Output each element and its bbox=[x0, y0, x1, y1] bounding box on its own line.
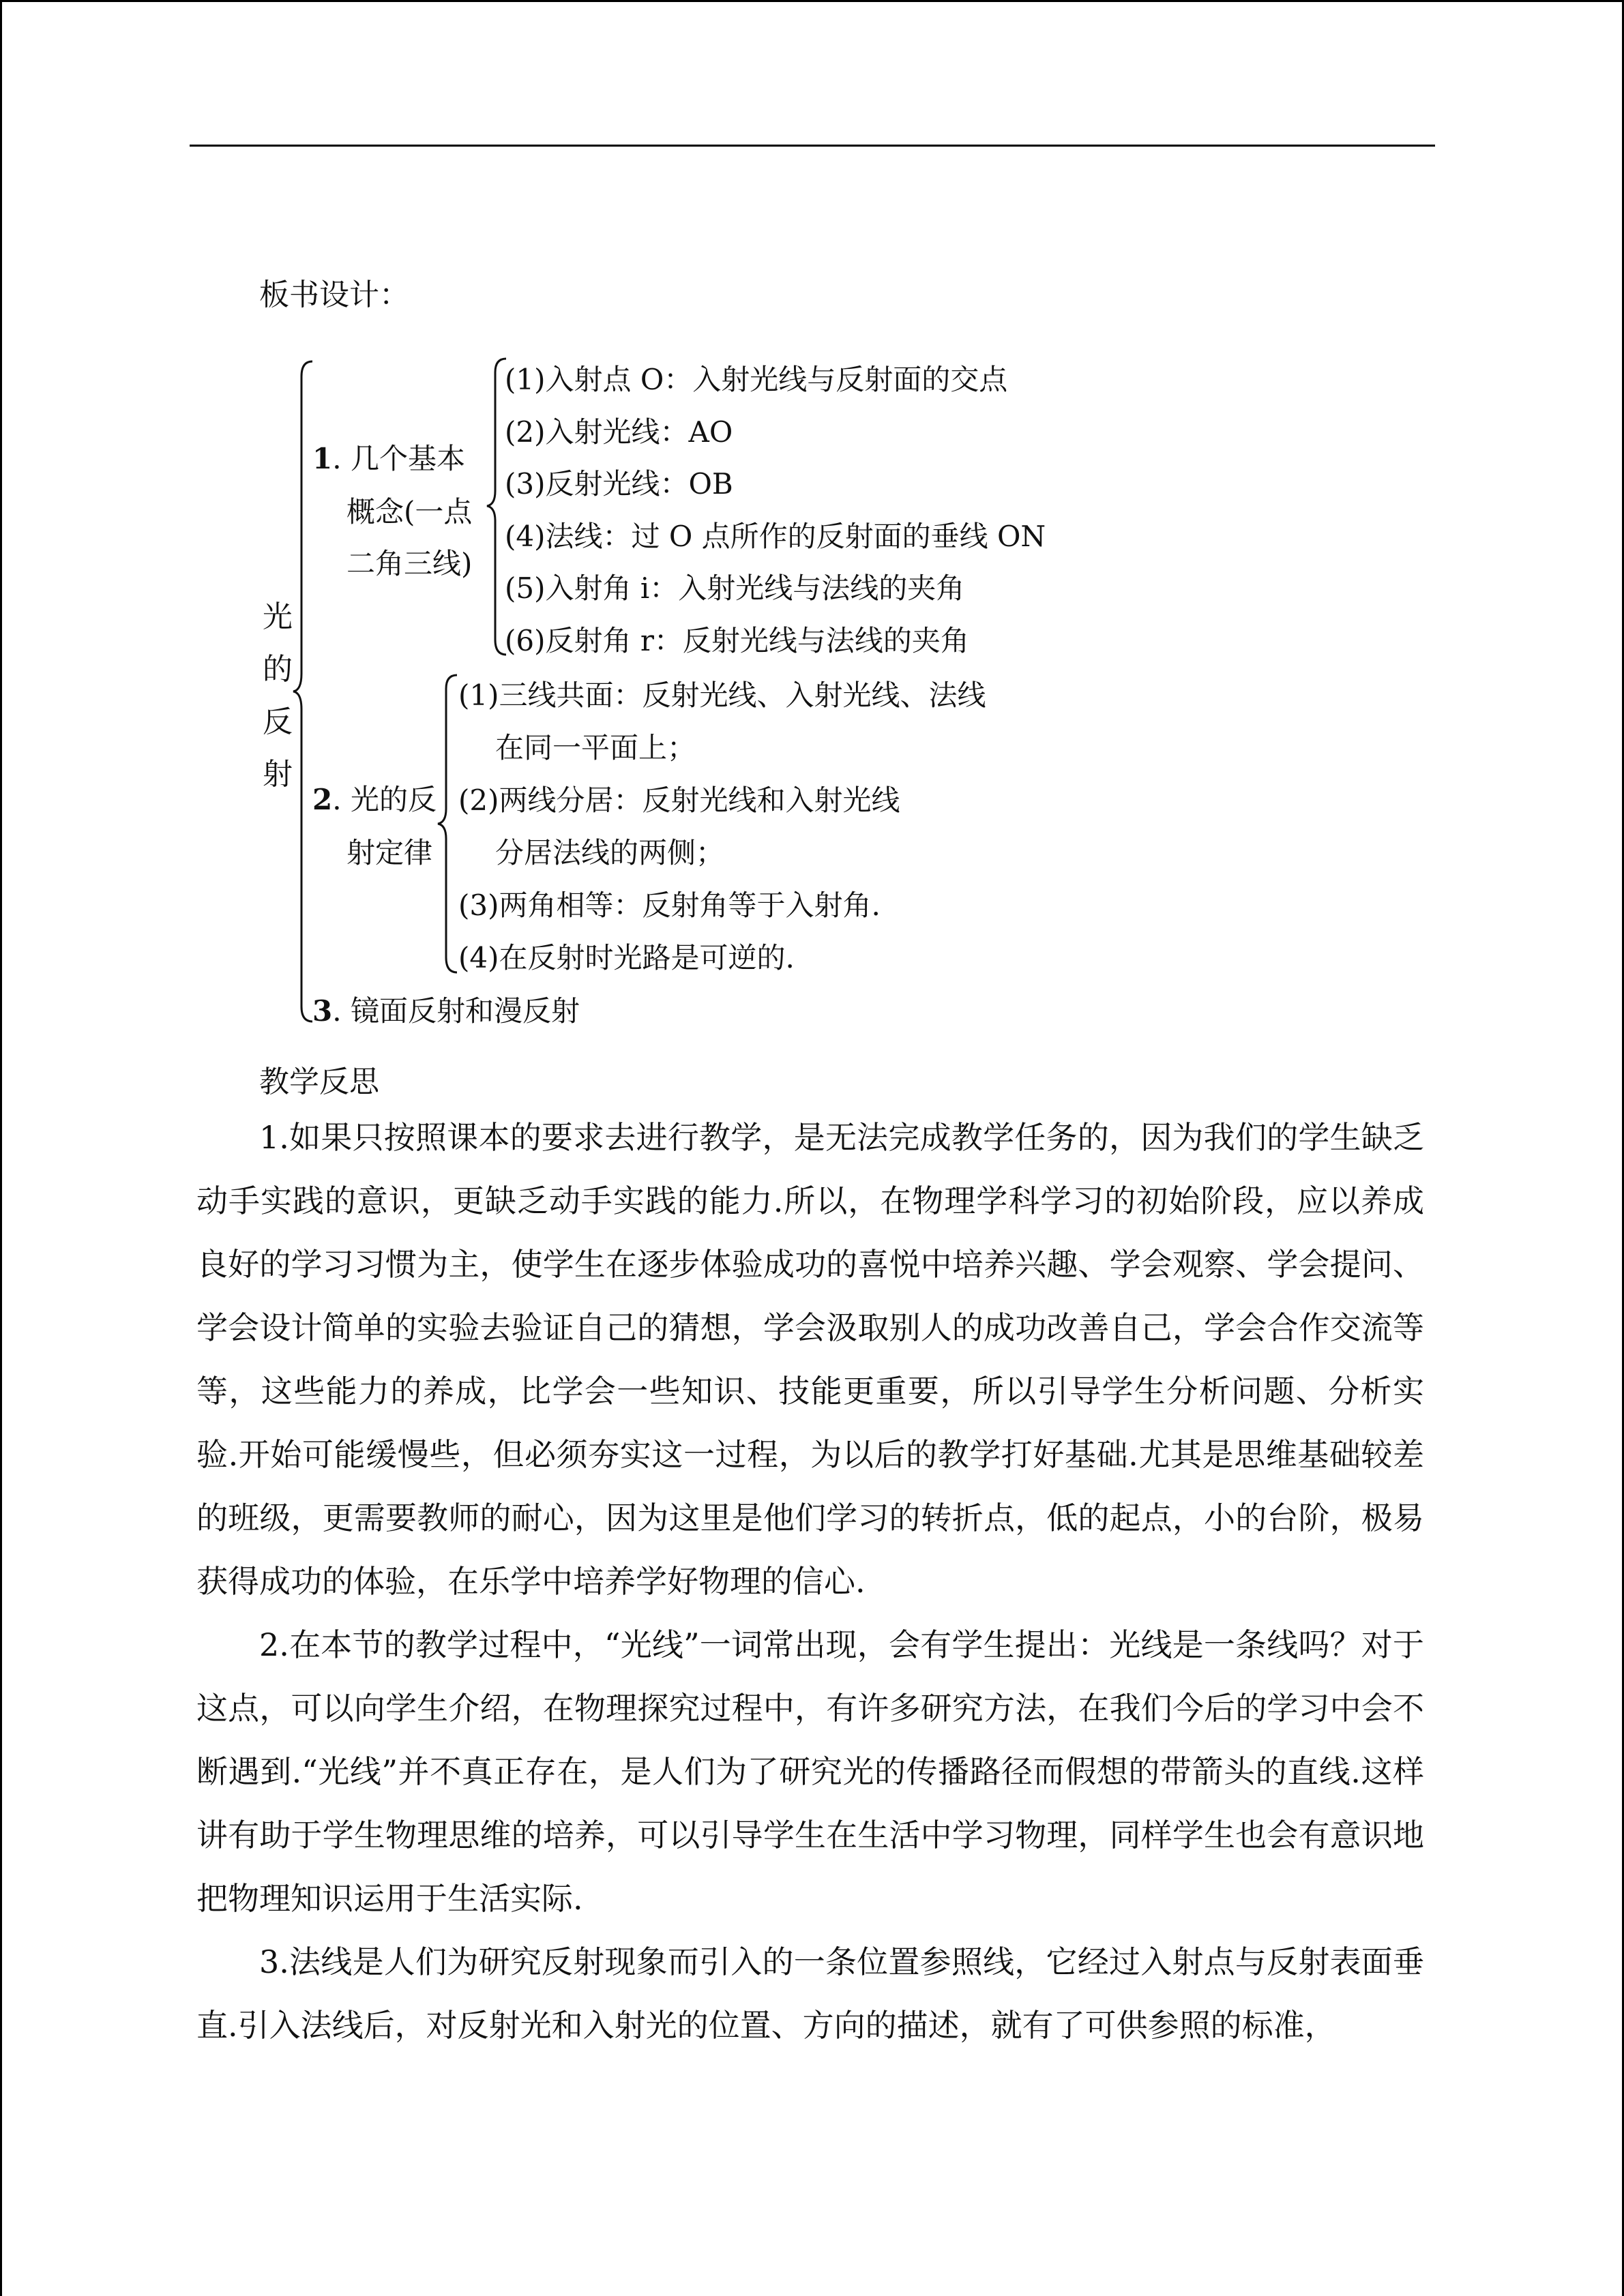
section3-title-text: 镜面反射和漫反射 bbox=[350, 994, 580, 1028]
topic-char: 的 bbox=[263, 652, 293, 687]
page-border-left bbox=[0, 0, 2, 2296]
section1-brace bbox=[486, 357, 509, 656]
reflection-body bbox=[196, 1106, 1424, 2057]
section1-title: 1. 几个基本 bbox=[312, 442, 465, 475]
section2-item: (4)在反射时光路是可逆的. bbox=[458, 941, 795, 974]
section1-title-line: 概念(一点 bbox=[346, 495, 473, 528]
section2-item: (1)三线共面：反射光线、入射光线、法线 bbox=[458, 679, 986, 712]
section2-title-line: 射定律 bbox=[346, 836, 433, 869]
section1-number: 1 bbox=[312, 442, 333, 475]
reflection-heading: 教学反思 bbox=[259, 1064, 379, 1099]
section2-brace bbox=[437, 674, 460, 974]
section2-item-continued: 在同一平面上； bbox=[495, 731, 696, 764]
section1-item: (6)反射角 r：反射光线与法线的夹角 bbox=[505, 624, 969, 657]
header-rule bbox=[190, 145, 1435, 147]
reflection-paragraph: 2.在本节的教学过程中，“光线”一词常出现，会有学生提出：光线是一条线吗？对于这点，可以向学生介绍，在物理探究过程中，有许多研究方法，在我们今后的学习中会不断遇到.“光线”并不真正存在，是人们为了研究光的传播路径而假想的带箭头的直线.这样讲有助于学生物理思维的培养，可以引导学生在生活中学习物理，同样学生也会有意识地把物理知识运用于生活实际. bbox=[196, 1626, 1424, 1917]
board-design-heading: 板书设计： bbox=[259, 278, 409, 312]
reflection-paragraph: 3.法线是人们为研究反射现象而引入的一条位置参照线，它经过入射点与反射表面垂直.引入法线后，对反射光和入射光的位置、方向的描述，就有了可供参照的标准， bbox=[196, 1943, 1424, 2044]
section3-number: 3 bbox=[312, 994, 333, 1028]
section2-item-continued: 分居法线的两侧； bbox=[495, 836, 725, 869]
page-border-top bbox=[0, 0, 1624, 2]
topic-char: 射 bbox=[263, 757, 293, 792]
topic-char: 反 bbox=[263, 704, 293, 739]
section2-title-line: 光的反 bbox=[350, 783, 437, 816]
section1-title-line: 二角三线) bbox=[346, 547, 473, 580]
topic-char: 光 bbox=[263, 599, 293, 634]
section3-title: 3. 镜面反射和漫反射 bbox=[312, 994, 580, 1028]
section1-title-line: 几个基本 bbox=[350, 442, 465, 475]
section1-item: (2)入射光线：AO bbox=[505, 415, 733, 449]
section2-item: (2)两线分居：反射光线和入射光线 bbox=[458, 784, 900, 817]
section1-item: (1)入射点 O：入射光线与反射面的交点 bbox=[505, 363, 1008, 396]
section1-item: (5)入射角 i：入射光线与法线的夹角 bbox=[505, 571, 965, 605]
section2-title: 2. 光的反 bbox=[312, 783, 437, 816]
section2-item: (3)两角相等：反射角等于入射角. bbox=[458, 889, 881, 922]
reflection-paragraph: 1.如果只按照课本的要求去进行教学，是无法完成教学任务的，因为我们的学生缺乏动手实践的意识，更缺乏动手实践的能力.所以，在物理学科学习的初始阶段，应以养成良好的学习习惯为主，使学生在逐步体验成功的喜悦中培养兴趣、学会观察、学会提问、学会设计简单的实验去验证自己的猜想，学会汲取别人的成功改善自己，学会合作交流等等，这些能力的养成，比学会一些知识、技能更重要，所以引导学生分析问题、分析实验.开始可能缓慢些，但必须夯实这一过程，为以后的教学打好基础.尤其是思维基础较差的班级，更需要教师的耐心，因为这里是他们学习的转折点，低的起点，小的台阶，极易获得成功的体验，在乐学中培养学好物理的信心. bbox=[196, 1119, 1424, 1600]
section1-item: (3)反射光线：OB bbox=[505, 467, 733, 501]
section2-number: 2 bbox=[312, 783, 333, 816]
section1-item: (4)法线：过 O 点所作的反射面的垂线 ON bbox=[505, 520, 1046, 553]
